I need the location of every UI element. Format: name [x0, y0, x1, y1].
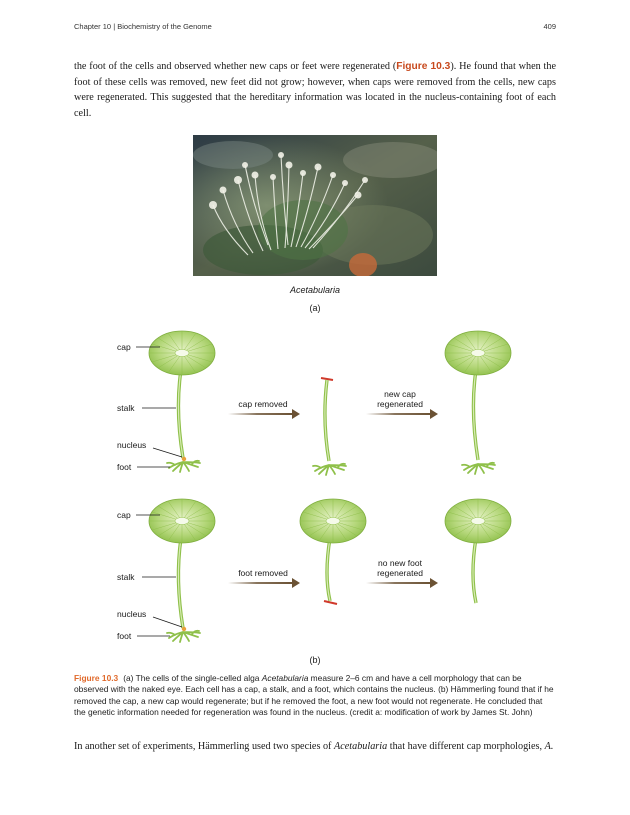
nucleus-marker — [182, 457, 186, 461]
row1-cell-cap-removed — [313, 378, 346, 475]
paragraph-text: the foot of the cells and observed whether new caps or feet were regenerated ( — [74, 61, 397, 72]
paragraph-text: In another set of experiments, Hämmerling used two species of — [74, 741, 334, 752]
arrow-right — [228, 409, 300, 419]
step-new-cap-line1: new cap — [384, 389, 416, 399]
page-header — [74, 22, 556, 36]
step-no-new-foot-line2: regenerated — [377, 568, 423, 578]
step-cap-removed: cap removed — [238, 399, 288, 409]
label-foot: foot — [117, 462, 132, 472]
arrow-right — [228, 578, 300, 588]
body-paragraph-2 — [74, 739, 556, 755]
photo-label: Acetabularia — [289, 285, 341, 295]
paragraph-text: ). He found that when the foot of these cells was removed, new feet did not grow; however, when caps were removed from the cells, new caps were regenerated. This suggested that the hereditary information was located in the nucleus-containing foot of each cell. — [74, 61, 557, 119]
body-paragraph-1 — [74, 59, 556, 121]
cut-mark — [324, 601, 337, 604]
row2-cell-foot-removed — [300, 499, 366, 604]
label-stalk: stalk — [117, 403, 135, 413]
arrow-right — [366, 578, 438, 588]
regeneration-diagram — [0, 325, 630, 655]
step-new-cap-line2: regenerated — [377, 399, 423, 409]
caption-text: (a) The cells of the single-celled alga — [123, 673, 262, 683]
label-cap: cap — [117, 342, 131, 352]
species-abbrev: A. — [544, 741, 554, 752]
figure-caption — [74, 673, 556, 719]
step-foot-removed: foot removed — [238, 568, 288, 578]
arrow-right — [366, 409, 438, 419]
caption-text: measure 2–6 cm and have a cell morphology that can be observed with the naked eye. Each cell has a cap, a stalk, and a foot, which contains the nucleus. (b) Hämmerling found that if he removed the cap, a new cap would regenerate; but if he removed the foot, a new foot would not regenerate. He concluded that the genetic information needed for regeneration was found in the nucleus. (credit a: modification of work by James St. John) — [74, 673, 554, 718]
label-stalk: stalk — [117, 572, 135, 582]
subfigure-label-b: (b) — [309, 655, 321, 665]
caption-species: Acetabularia — [261, 673, 309, 683]
label-nucleus: nucleus — [117, 440, 147, 450]
label-cap: cap — [117, 510, 131, 520]
row2-cell-not-regenerated — [445, 499, 511, 603]
species-name: Acetabularia — [334, 741, 388, 752]
label-nucleus: nucleus — [117, 609, 147, 619]
paragraph-text: that have different cap morphologies, — [387, 741, 545, 752]
nucleus-marker — [182, 627, 186, 631]
row1-cell-intact — [149, 331, 215, 472]
chapter-title: Chapter 10 | Biochemistry of the Genome — [74, 22, 212, 31]
row2-cell-intact — [149, 499, 215, 642]
row1-cell-regenerated — [445, 331, 511, 474]
step-no-new-foot-line1: no new foot — [378, 558, 422, 568]
page-number: 409 — [543, 22, 556, 31]
cut-mark — [321, 378, 333, 380]
figure-number: Figure 10.3 — [74, 673, 119, 683]
subfigure-label-a: (a) — [309, 303, 321, 313]
figure-link[interactable]: Figure 10.3 — [396, 61, 451, 72]
label-foot: foot — [117, 631, 132, 641]
acetabularia-photo — [193, 135, 437, 276]
